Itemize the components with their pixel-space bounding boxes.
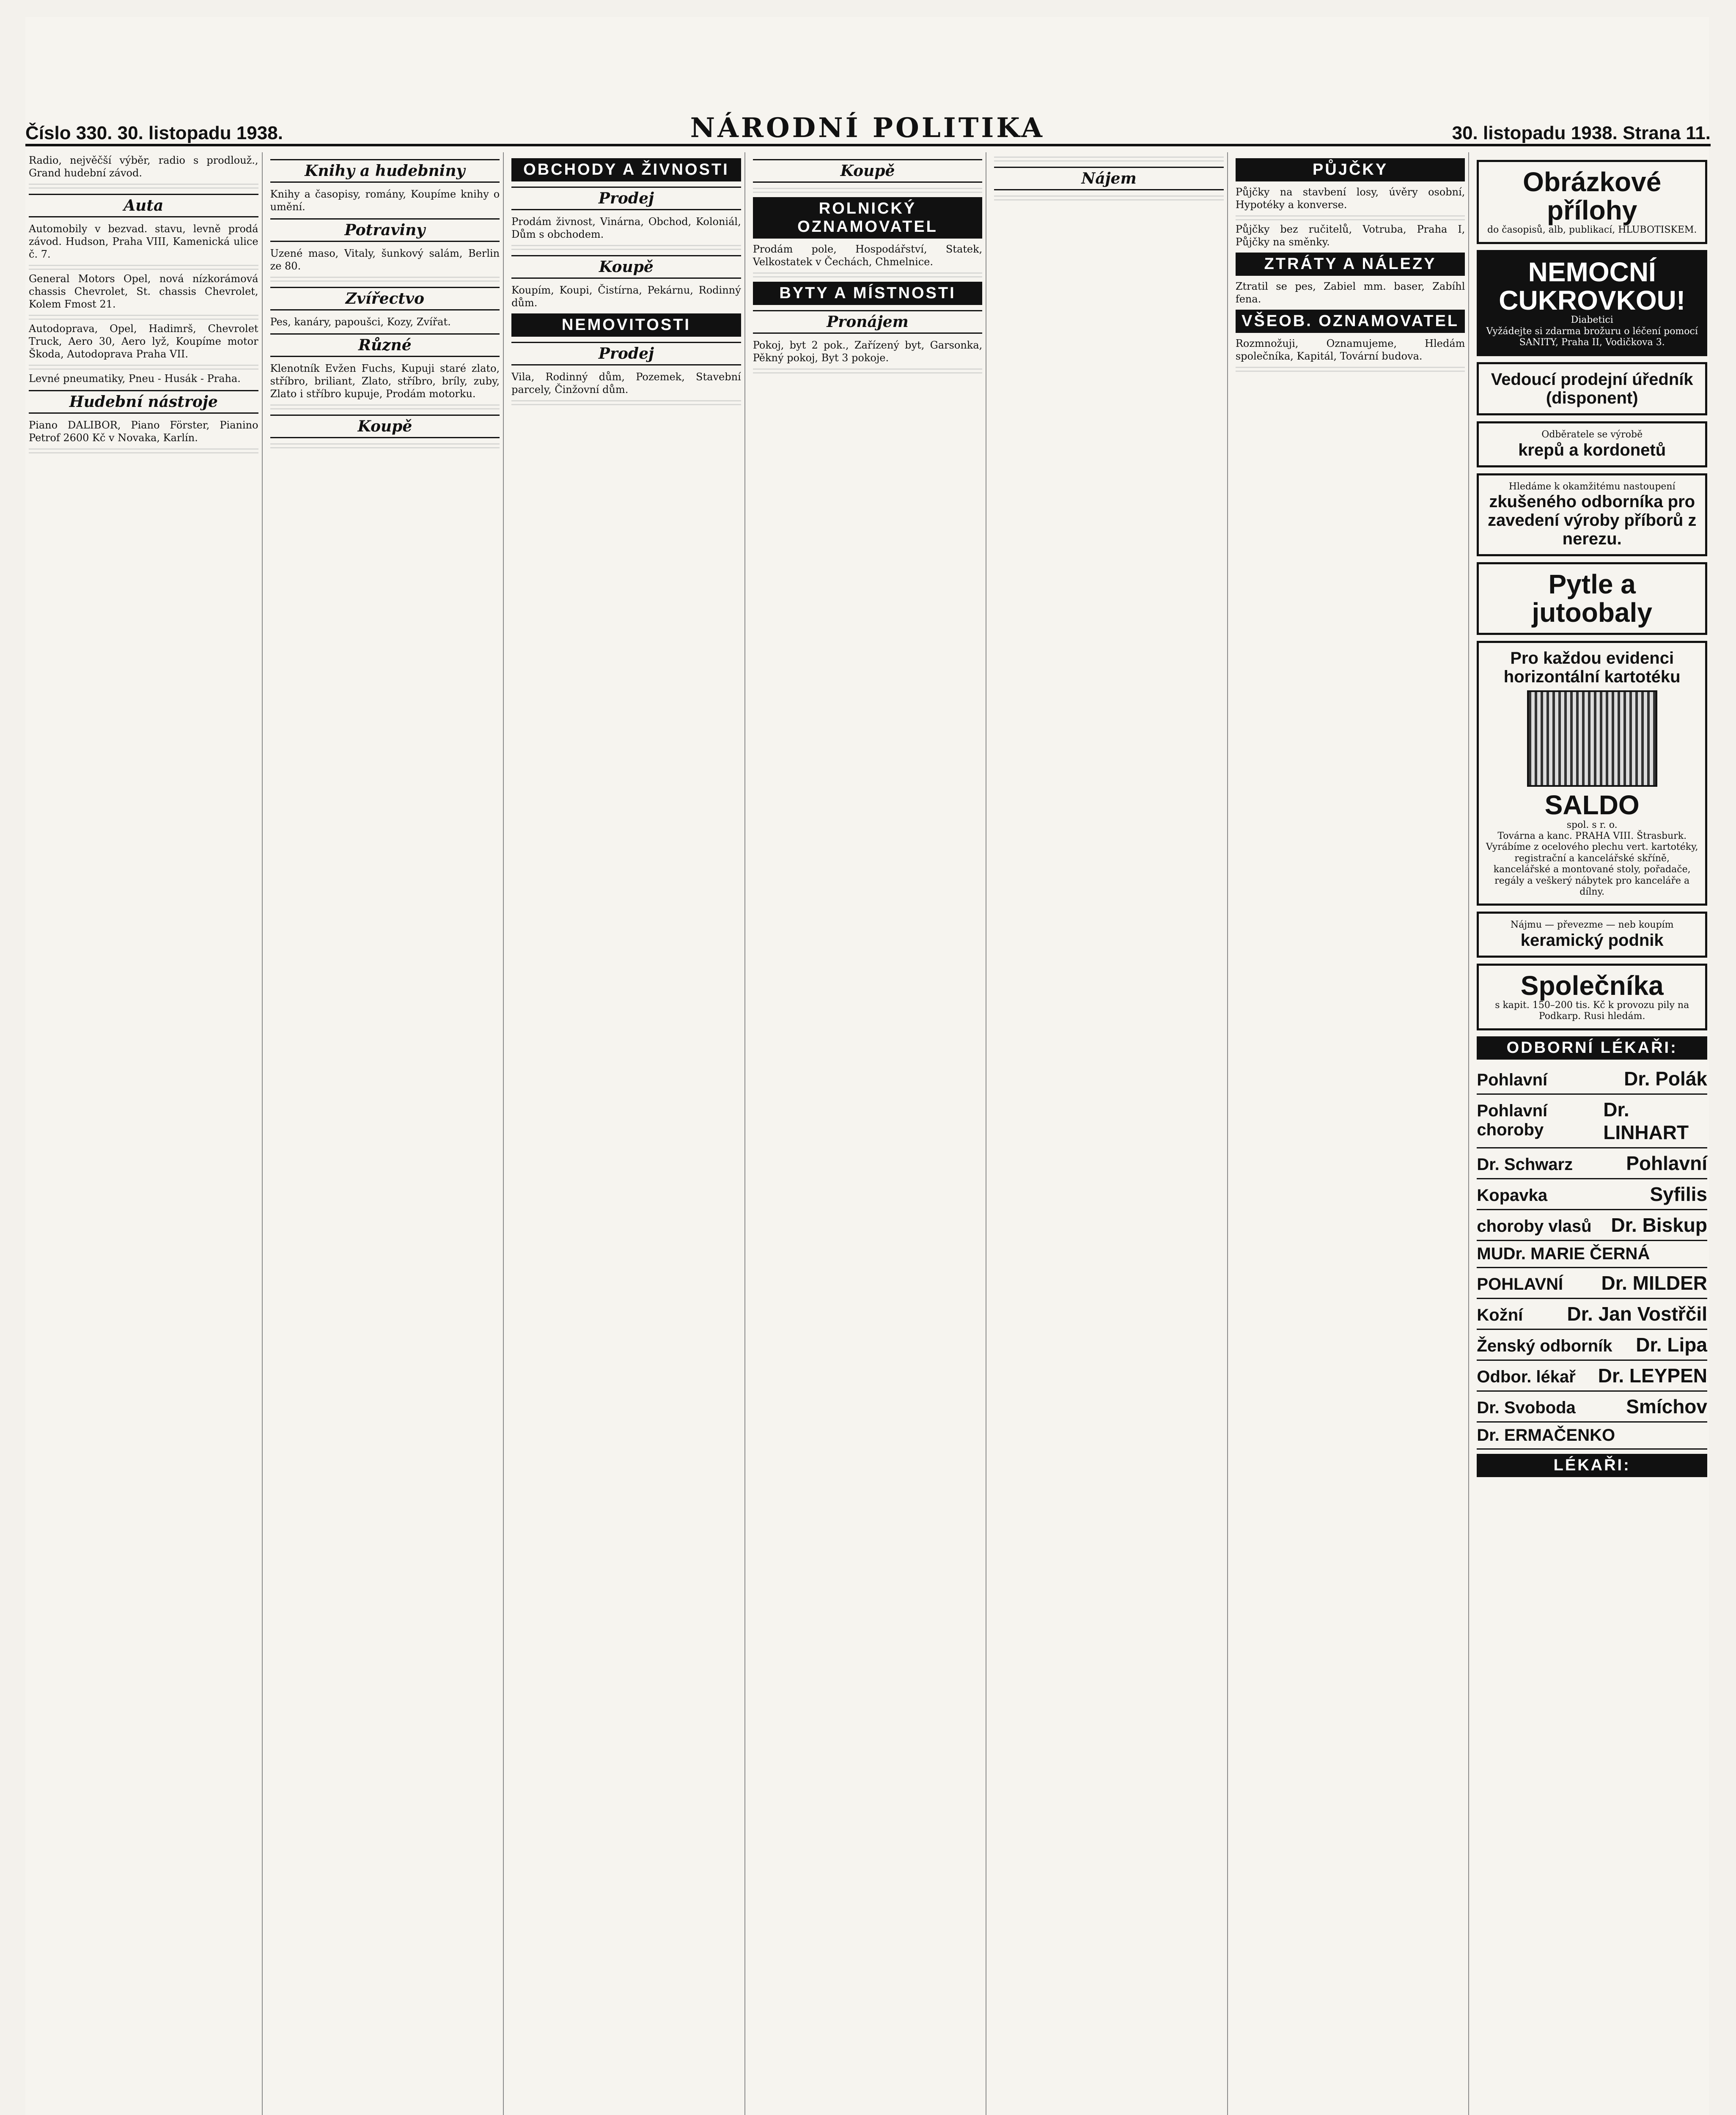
column-5 xyxy=(991,152,1228,2115)
ad-hudebni: Piano DALIBOR, Piano Förster, Pianino Petrof 2600 Kč v Novaka, Karlín. xyxy=(29,419,258,444)
section-koupe-3: Koupě xyxy=(753,159,983,183)
ad-krepy xyxy=(1477,421,1707,467)
ad-auto-3: Autodoprava, Opel, Hadimrš, Chevrolet Truck, Aero 30, Aero lyž, Koupíme motor Škoda, Autodoprava Praha VII. xyxy=(29,323,258,360)
doctor-ad xyxy=(1477,1268,1707,1299)
doctor-ad xyxy=(1477,1210,1707,1241)
doctor-title: Dr. Svoboda xyxy=(1477,1398,1576,1417)
text-lines xyxy=(270,404,500,409)
ad-saldo-head: Pro každou evidenci horizontální kartotéku xyxy=(1503,649,1681,687)
text-lines xyxy=(511,245,741,250)
doctor-list xyxy=(1477,1064,1707,1450)
ad-zvirectvo: Pes, kanáry, papoušci, Kozy, Zvířat. xyxy=(270,316,451,328)
section-hudebni: Hudební nástroje xyxy=(29,390,258,414)
ad-pytle-title: Pytle a jutoobaly xyxy=(1532,569,1652,628)
section-potraviny: Potraviny xyxy=(270,218,500,242)
doctor-title: choroby vlasů xyxy=(1477,1217,1592,1236)
doctor-title: Odbor. lékař xyxy=(1477,1367,1576,1386)
section-pronajem: Pronájem xyxy=(753,310,983,334)
doctor-ad xyxy=(1477,1423,1707,1450)
doctor-title: Kožní xyxy=(1477,1305,1523,1324)
column-1 xyxy=(25,152,263,2115)
doctor-name: Pohlavní xyxy=(1626,1152,1707,1174)
ad-pujcky-2: Půjčky bez ručitelů, Votruba, Praha I, Půjčky na směnky. xyxy=(1235,223,1465,248)
filing-cabinet-illustration xyxy=(1527,690,1657,787)
text-lines xyxy=(511,400,741,405)
ad-obrazkove xyxy=(1477,160,1707,244)
ad-byty: Pokoj, byt 2 pok., Zařízený byt, Garsonka, Pěkný pokoj, Byt 3 pokoje. xyxy=(753,339,983,364)
section-najem: Nájem xyxy=(994,167,1224,190)
ad-zkuseneho xyxy=(1477,473,1707,556)
doctor-name: Smíchov xyxy=(1626,1395,1707,1417)
section-byty: BYTY A MÍSTNOSTI xyxy=(753,282,983,305)
text-lines xyxy=(753,188,983,193)
text-lines xyxy=(29,265,258,270)
ad-auto-2: General Motors Opel, nová nízkorámová chassis Chevrolet, St. chassis Chevrolet, Kolem Fmost 21. xyxy=(29,273,258,310)
ad-obchody: Prodám živnost, Vinárna, Obchod, Koloniál, Dům s obchodem. xyxy=(511,216,741,240)
ad-rolnicky: Prodám pole, Hospodářství, Statek, Velkostatek v Čechách, Chmelnice. xyxy=(753,243,983,268)
doctor-title: Dr. ERMAČENKO xyxy=(1477,1426,1615,1445)
section-nemovitosti: NEMOVITOSTI xyxy=(511,313,741,337)
ad-saldo-brand: SALDO xyxy=(1544,790,1640,821)
ad-zkuseneho-title: zkušeného odborníka pro zavedení výroby příborů z nerezu. xyxy=(1487,492,1697,549)
section-lekari: LÉKAŘI: xyxy=(1477,1454,1707,1477)
section-ruzne: Různé xyxy=(270,333,500,357)
section-koupe-2: Koupě xyxy=(511,255,741,279)
doctor-ad xyxy=(1477,1064,1707,1095)
issue-date: Číslo 330. 30. listopadu 1938. xyxy=(25,123,283,143)
doctor-name: Syfilis xyxy=(1650,1183,1707,1205)
ad-knihy: Knihy a časopisy, romány, Koupíme knihy o umění. xyxy=(270,188,500,213)
ad-spolecnika-title: Společníka xyxy=(1520,970,1664,1001)
ad-nemocni-title: NEMOCNÍ CUKROVKOU! xyxy=(1499,256,1686,316)
text-lines xyxy=(1236,367,1465,372)
section-zvirectvo: Zvířectvo xyxy=(270,287,500,310)
ad-auto-1: Automobily v bezvad. stavu, levně prodá závod. Hudson, Praha VIII, Kamenická ulice č. 7. xyxy=(29,223,258,260)
newspaper-title: NÁRODNÍ POLITIKA xyxy=(690,112,1045,144)
doctor-name: Dr. LINHART xyxy=(1603,1098,1689,1143)
ad-potraviny: Uzené maso, Vitaly, šunkový salám, Berlin ze 80. xyxy=(270,247,500,272)
section-rolnicky: ROLNICKÝ OZNAMOVATEL xyxy=(753,197,983,239)
text-lines xyxy=(270,443,500,448)
section-pujcky: PŮJČKY xyxy=(1236,158,1465,181)
masthead xyxy=(25,114,1711,146)
doctor-title: Ženský odborník xyxy=(1477,1336,1612,1355)
text-lines xyxy=(29,315,258,320)
text-lines xyxy=(753,272,983,277)
text-lines xyxy=(753,368,983,374)
columns xyxy=(25,152,1711,2115)
doctor-ad xyxy=(1477,1095,1707,1148)
ad-nemovitosti: Vila, Rodinný dům, Pozemek, Stavební parcely, Činžovní dům. xyxy=(511,371,741,396)
text-lines xyxy=(29,365,258,370)
column-2 xyxy=(267,152,504,2115)
doctor-name: Dr. Biskup xyxy=(1611,1214,1707,1236)
doctor-ad xyxy=(1477,1241,1707,1268)
column-4 xyxy=(750,152,987,2115)
doctor-title: Pohlavní xyxy=(1477,1070,1548,1089)
section-prodej: Prodej xyxy=(511,187,741,210)
doctor-ad xyxy=(1477,1392,1707,1423)
text-lines xyxy=(1236,215,1465,220)
ad-nemocni-sub: Diabetici xyxy=(1571,315,1613,326)
ad-obrazkove-text: do časopisů, alb, publikací, HLUBOTISKEM. xyxy=(1487,225,1697,236)
section-obchody: OBCHODY A ŽIVNOSTI xyxy=(511,158,741,181)
ad-krepy-sub: Odběratele se výrobě xyxy=(1541,429,1643,440)
ad-obrazkove-title: Obrázkové přílohy xyxy=(1523,167,1662,226)
column-6 xyxy=(1232,152,1470,2115)
ad-nemocni-text: Vyžádejte si zdarma brožuru o léčení pomocí SANITY, Praha II, Vodičkova 3. xyxy=(1486,326,1698,348)
section-ztraty: ZTRÁTY A NÁLEZY xyxy=(1236,253,1465,276)
text-lines xyxy=(29,448,258,453)
ad-koupe: Koupím, Koupi, Čistírna, Pekárnu, Rodinný dům. xyxy=(511,284,741,309)
ad-pujcky-1: Půjčky na stavbení losy, úvěry osobní, Hypotéky a konverse. xyxy=(1235,186,1465,211)
text-lines xyxy=(994,195,1224,201)
text-lines xyxy=(29,184,258,189)
doctor-name: Dr. LEYPEN xyxy=(1598,1364,1707,1387)
ad-nemocni xyxy=(1477,250,1707,357)
column-7 xyxy=(1473,152,1711,2115)
ad-zkuseneho-sub: Hledáme k okamžitému nastoupení xyxy=(1508,481,1676,492)
text-lines xyxy=(994,157,1224,162)
doctor-ad xyxy=(1477,1361,1707,1392)
text-lines xyxy=(270,277,500,282)
ad-keramicky-title: keramický podnik xyxy=(1520,931,1664,950)
ad-vseob: Rozmnožuji, Oznamujeme, Hledám společníka, Kapitál, Tovární budova. xyxy=(1235,338,1465,362)
page-number: 30. listopadu 1938. Strana 11. xyxy=(1452,123,1711,143)
doctor-name: Dr. Lipa xyxy=(1636,1333,1707,1356)
ad-saldo xyxy=(1477,641,1707,906)
ad-vedouci-title: Vedoucí prodejní úředník (disponent) xyxy=(1491,370,1693,408)
ad-saldo-sub: spol. s r. o. xyxy=(1566,819,1618,830)
ad-spolecnika xyxy=(1477,964,1707,1030)
ad-ruzne: Klenotník Evžen Fuchs, Kupuji staré zlato, stříbro, briliant, Zlato, stříbro, bríly, zuby, Zlato i stříbro kupuje, Prodám motorku. xyxy=(270,363,500,400)
ad-spolecnika-text: s kapit. 150–200 tis. Kč k provozu pily na Podkarp. Rusi hledám. xyxy=(1495,1000,1689,1022)
ad-pytle xyxy=(1477,562,1707,635)
section-vseob: VŠEOB. OZNAMOVATEL xyxy=(1236,310,1465,333)
doctor-title: Kopavka xyxy=(1477,1186,1548,1205)
ad-keramicky-sub: Nájmu — převezme — neb koupím xyxy=(1510,920,1674,931)
section-knihy: Knihy a hudebniny xyxy=(270,159,500,183)
section-prodej-2: Prodej xyxy=(511,342,741,365)
ad-radio: Radio, nejvěčší výběr, radio s prodlouž., Grand hudební závod. xyxy=(29,154,258,179)
doctor-title: Dr. Schwarz xyxy=(1477,1155,1573,1174)
doctor-ad xyxy=(1477,1299,1707,1330)
ad-vedouci xyxy=(1477,362,1707,415)
ad-saldo-address: Továrna a kanc. PRAHA VIII. Štrasburk. xyxy=(1497,831,1687,842)
doctor-name: Dr. Jan Vostřčil xyxy=(1567,1302,1707,1325)
section-koupe: Koupě xyxy=(270,415,500,438)
ad-keramicky xyxy=(1477,912,1707,957)
doctor-title: Pohlavní choroby xyxy=(1477,1101,1548,1139)
doctor-ad xyxy=(1477,1330,1707,1361)
ad-auto-4: Levné pneumatiky, Pneu - Husák - Praha. xyxy=(29,373,241,385)
column-3 xyxy=(508,152,745,2115)
ad-ztraty: Ztratil se pes, Zabiel mm. baser, Zabíhl fena. xyxy=(1235,280,1465,305)
doctor-title: MUDr. MARIE ČERNÁ xyxy=(1477,1244,1650,1263)
doctor-name: Dr. Polák xyxy=(1624,1067,1707,1090)
doctor-ad xyxy=(1477,1148,1707,1179)
doctor-name: Dr. MILDER xyxy=(1601,1272,1707,1294)
ad-krepy-title: krepů a kordonetů xyxy=(1518,440,1666,459)
doctor-ad xyxy=(1477,1179,1707,1210)
section-auta: Auta xyxy=(29,194,258,217)
ad-saldo-text: Vyrábíme z ocelového plechu vert. kartotéky, registrační a kancelářské skříně, kancelářské a montované stoly, pořadače, regály a veškerý nábytek pro kanceláře a dílny. xyxy=(1486,842,1698,897)
doctor-title: POHLAVNÍ xyxy=(1477,1274,1563,1294)
section-odborni-lekari: ODBORNÍ LÉKAŘI: xyxy=(1477,1036,1707,1060)
